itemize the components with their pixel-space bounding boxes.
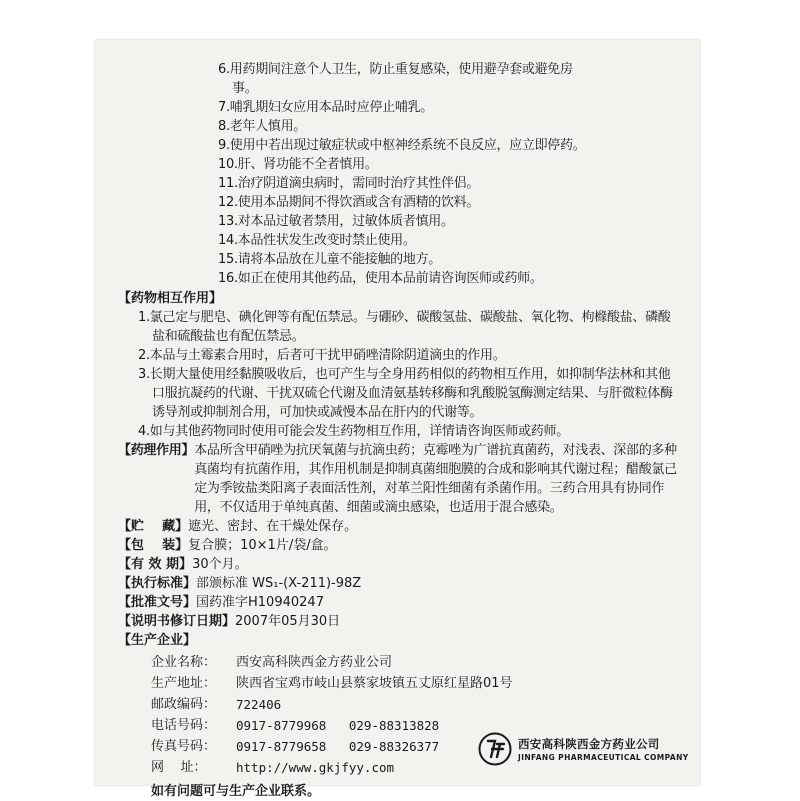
interaction-item: 2.本品与土霉素合用时，后者可干扰甲硝唑清除阴道滴虫的作用。 [138, 348, 506, 363]
address-value: 陕西省宝鸡市岐山县蔡家坡镇五丈原红星路01号 [236, 676, 513, 691]
logo-company-cn: 西安高科陕西金方药业公司 [518, 737, 660, 751]
precaution-item: 10.肝、肾功能不全者慎用。 [218, 157, 378, 172]
precaution-item: 12.使用本品期间不得饮酒或含有酒精的饮料。 [218, 195, 480, 210]
company-name-label: 企业名称： [151, 655, 217, 670]
website-value: http://www.gkjfyy.com [236, 760, 395, 775]
phone-label: 电话号码： [151, 718, 217, 733]
postcode-row [151, 694, 678, 715]
pharmacology-label: 【药理作用】 [118, 443, 195, 458]
precaution-item: 8.老年人慎用。 [218, 119, 307, 134]
jinfang-logo-icon [478, 732, 512, 766]
interaction-item: 1.氯己定与肥皂、碘化钾等有配伍禁忌。与硼砂、碳酸氢盐、碳酸盐、氧化物、枸橼酸盐、磷酸盐和硫酸盐也有配伍禁忌。 [138, 310, 671, 344]
approval-value: 国药准字H10940247 [196, 595, 324, 610]
precaution-item: 13.对本品过敏者禁用，过敏体质者慎用。 [218, 214, 454, 229]
approval-row [118, 593, 678, 612]
interaction-item: 3.长期大量使用经黏膜吸收后，也可产生与全身用药相似的药物相互作用，如抑制华法林和其他口服抗凝药的代谢、干扰双硫仑代谢及血清氨基转移酶和乳酸脱氢酶测定结果、与肝微粒体酶诱导剂或抑制剂合用，可加快或减慢本品在肝内的代谢等。 [138, 367, 673, 420]
package-value: 复合膜；10×1片/袋/盒。 [188, 538, 337, 553]
approval-label: 【批准文号】 [118, 595, 197, 610]
precautions-list [218, 60, 678, 288]
pharmacology-section [118, 441, 678, 517]
validity-value: 30个月。 [192, 557, 248, 572]
address-row [151, 673, 678, 694]
precaution-item: 14.本品性状发生改变时禁止使用。 [218, 233, 416, 248]
fax-label: 传真号码： [151, 739, 217, 754]
fax-value: 0917-8779658 029-88326377 [236, 739, 440, 754]
interactions-list [138, 308, 678, 441]
revision-date-label: 【说明书修订日期】 [118, 614, 236, 629]
package-label: 【包 装】 [118, 538, 189, 553]
precaution-item: 9.使用中若出现过敏症状或中枢神经系统不良反应，应立即停药。 [218, 138, 586, 153]
phone-value: 0917-8779968 029-88313828 [236, 718, 440, 733]
manufacturer-heading: 【生产企业】 [118, 633, 197, 648]
revision-date-value: 2007年05月30日 [235, 614, 341, 629]
postcode-value: 722406 [236, 697, 282, 712]
revision-date-row [118, 612, 678, 631]
leaflet-text [118, 60, 678, 801]
contact-note: 如有问题可与生产企业联系。 [151, 784, 321, 799]
storage-row [118, 517, 678, 536]
storage-value: 遮光、密封、在干燥处保存。 [188, 519, 358, 534]
precaution-item: 11.治疗阴道滴虫病时，需同时治疗其性伴侣。 [218, 176, 480, 191]
standard-row [118, 574, 678, 593]
precaution-item: 16.如正在使用其他药品，使用本品前请咨询医师或药师。 [218, 271, 543, 286]
interactions-heading: 【药物相互作用】 [118, 291, 223, 306]
address-label: 生产地址： [151, 676, 217, 691]
precaution-item: 7.哺乳期妇女应用本品时应停止哺乳。 [218, 100, 434, 115]
precaution-item: 6.用药期间注意个人卫生，防止重复感染，使用避孕套或避免房 [218, 62, 573, 77]
standard-label: 【执行标准】 [118, 576, 197, 591]
validity-label: 【有 效 期】 [118, 557, 193, 572]
company-logo [478, 732, 689, 766]
storage-label: 【贮 藏】 [118, 519, 189, 534]
company-name-value: 西安高科陕西金方药业公司 [236, 655, 393, 670]
company-name-row [151, 652, 678, 673]
logo-text [518, 736, 689, 762]
validity-row [118, 555, 678, 574]
website-label: 网 址： [151, 760, 207, 775]
interaction-item: 4.如与其他药物同时使用可能会发生药物相互作用，详情请咨询医师或药师。 [138, 424, 569, 439]
logo-company-en: JINFANG PHARMACEUTICAL COMPANY [518, 753, 689, 762]
precaution-item: 事。 [232, 81, 258, 96]
package-row [118, 536, 678, 555]
interactions-section [118, 289, 678, 441]
standard-value: 部颁标准 WS₁-(X-211)-98Z [196, 576, 362, 591]
info-rows [118, 517, 678, 631]
pharmacology-text: 本品所含甲硝唑为抗厌氧菌与抗滴虫药；克霉唑为广谱抗真菌药，对浅表、深部的多种真菌均有抗菌作用，其作用机制是抑制真菌细胞膜的合成和影响其代谢过程；醋酸氯己定为季铵盐类阳离子表面活性剂，对革兰阳性细菌有杀菌作用。三药合用具有协同作用，不仅适用于单纯真菌、细菌或滴虫感染，也适用于混合感染。 [194, 443, 677, 515]
precaution-item: 15.请将本品放在儿童不能接触的地方。 [218, 252, 441, 267]
postcode-label: 邮政编码： [151, 697, 217, 712]
